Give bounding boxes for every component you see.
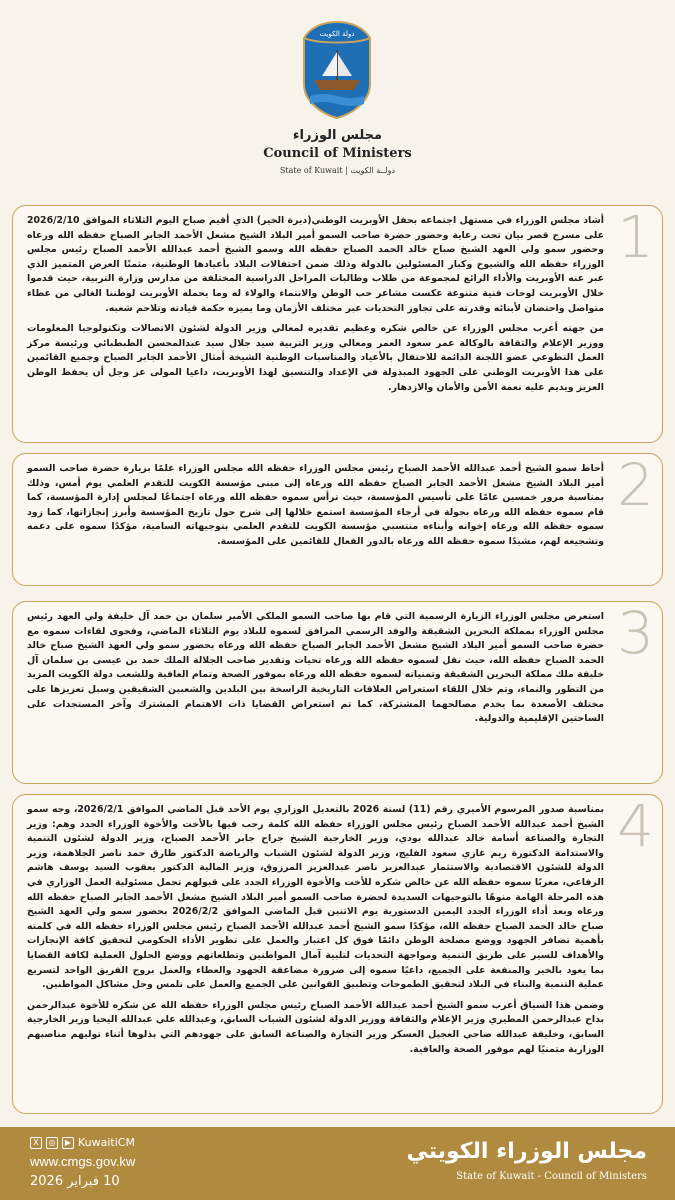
section-number: 4: [617, 792, 654, 860]
section-card-1: [12, 205, 663, 443]
header-title-ar: مجلس الوزراء: [292, 128, 383, 143]
footer-date: 10 فبراير 2026: [30, 1174, 120, 1189]
section-card-2: [12, 453, 663, 586]
section-card-3: [12, 601, 663, 784]
x-icon[interactable]: X: [30, 1137, 42, 1149]
header-title-en: Council of Ministers: [263, 146, 412, 161]
header-subtitle-separator: |: [345, 166, 348, 175]
section-number: 3: [617, 599, 654, 667]
footer-title-en: State of Kuwait - Council of Ministers: [456, 1171, 647, 1182]
section-body: [27, 462, 604, 556]
social-handle[interactable]: KuwaitiCM: [78, 1136, 135, 1149]
instagram-icon[interactable]: ◎: [46, 1137, 58, 1149]
section-paragraph: من جهته أعرب مجلس الوزراء عن خالص شكره وعظيم تقديره لمعالي وزير الدولة لشئون الاتصالات وتكنولوجيا المعلومات ووزير الإعلام والثقافة بالوكالة عمر سعود العمر ومعالي وزير التربية سيد جلال سيد عبدالمحسن الطبطبائي ورئيسة مركز العمل التطوعي عضو اللجنة الدائمة للاحتفال بالأعياد والمناسبات الوطنية الشيخة أمثال الأحمد الجابر الصباح وجميع القائمين على هذا الأوبريت الوطني على الجهود المبذولة في الإعداد والتنسيق لهذا الأوبريت، داعيا المولى عز وجل أن يحفظ الوطن العزيز ويديم عليه نعمة الأمن والأمان والازدهار.: [27, 323, 604, 393]
kuwait-emblem-icon: [282, 14, 392, 124]
emblem-text: دولة الكويت: [319, 30, 355, 38]
footer-title-ar: مجلس الوزراء الكويتي: [406, 1139, 647, 1164]
youtube-icon[interactable]: ▶: [62, 1137, 74, 1149]
footer: [0, 1127, 675, 1200]
header: [0, 0, 675, 200]
section-number: 2: [617, 451, 654, 519]
section-body: [27, 803, 604, 1063]
social-links: [30, 1136, 135, 1149]
section-paragraph: وضمن هذا السياق أعرب سمو الشيخ أحمد عبدالله الأحمد الصباح رئيس مجلس الوزراء حفظه الله عن شكره للأخوة عبدالرحمن بداح عبدالرحمن المطيري وزير الإعلام والثقافة ووزير الدولة لشئون الشباب السابق، وعبدالله علي عبدالله اليحيا وزير الخارجية السابق، وخليفة عبدالله ضاحي العجيل العسكر وزير التجارة والصناعة السابق على جهودهم التي بذلوها أثناء توليهم مناصبهم الوزارية متمنيًا لهم موفور الصحة والعافية.: [27, 999, 604, 1055]
section-paragraph: بمناسبة صدور المرسوم الأميري رقم (11) لسنة 2026 بالتعديل الوزاري يوم الأحد قبل الماضي الموافق 2026/2/1، وجه سمو الشيخ أحمد عبدالله الأحمد الصباح رئيس مجلس الوزراء حفظه الله كلمة رحب فيها بالأخت والأخوة الوزراء الجدد وهم: وزير التجارة والصناعة أسامة خالد عبدالله بودي، وزير الخارجية الشيخ جراح جابر الأحمد الصباح، وزير الدولة لشئون التنمية والاستدامة الدكتورة ريم غازي سعود الفليج، وزير الدولة لشئون الشباب والرياضة الدكتور طارق حمد ناصر الجلاهمة، وزير الدولة للشئون الاقتصادية والاستثمار عبدالعزيز ناصر عبدالعزيز المرزوق، وزير المالية الدكتور يعقوب السيد يوسف هاشم الرفاعي، معربًا سموه حفظه الله عن خالص شكره للأخت والأخوة الوزراء الجدد على قبولهم تحمل مسئولية العمل الوزاري في هذه المرحلة الهامة منوهًا بالتوجيهات السديدة لحضرة صاحب السمو أمير البلاد الشيخ مشعل الأحمد الجابر الصباح حفظه الله ورعاه وبعد أداء الوزراء الجدد اليمين الدستورية يوم الاثنين قبل الماضي الموافق 2026/2/2 بحضور سمو ولي العهد الشيخ صباح خالد الحمد الصباح حفظه الله، مؤكدًا سمو الشيخ أحمد عبدالله الأحمد الصباح رئيس مجلس الوزراء حفظه الله في كلمته بأهمية تضافر الجهود ووضع مصلحة الوطن دائمًا فوق كل اعتبار والعمل على تطوير الأداء الحكومي لتحقيق كافة الإنجازات والأهداف للسير على طريق التنمية ومواجهة التحديات لتلبية آمال المواطنين وتطلعاتهم ووضع الحلول العملية لكافة القضايا بما يعود بالخير والمنفعة على الجميع، داعيًا سموه إلى ضرورة مضاعفة الجهود والعطاء والعمل بروح الفريق الواحد لتسريع عملية التنمية والبناء في البلاد لتحقيق الطموحات وتطبيق القوانين على الجميع والعمل على تلمس وحل مشاكل المواطنين.: [27, 804, 605, 991]
section-card-4: [12, 794, 663, 1114]
section-number: 1: [617, 203, 654, 271]
header-subtitle-ar: دولــة الكويت: [350, 166, 396, 175]
section-paragraph: أشاد مجلس الوزراء في مستهل اجتماعه بحفل الأوبريت الوطني(ديرة الخير) الذي أقيم صباح اليوم الثلاثاء الموافق 2026/2/10 على مسرح قصر بيان تحت رعاية وحضور حضرة صاحب السمو أمير البلاد الشيخ مشعل الأحمد الجابر الصباح حفظه الله ورعاه وحضور سمو ولي العهد الشيخ صباح خالد الحمد الصباح حفظه الله وسمو الشيخ أحمد عبدالله الأحمد الصباح رئيس مجلس الوزراء حفظه الله والشيوخ وكبار المسئولين بالدولة وذلك ضمن احتفالات البلاد بأعيادها الوطنية، مثمنًا العرض المتميز الذي عبر عنه الأوبريت والأداء الرائع لمجموعة من طلاب وطالبات المراحل الدراسية المختلفة من مدارس وزارة التربية، حيث قدموا خلال الأوبريت لوحات فنية متنوعة عكست مشاعر حب الوطن والانتماء والولاء له وما يحمله الأوبريت لوطننا الغالي من عطاء متواصل واحتضان لأبنائه وقدرته على تجاوز التحديات عبر مختلف الأزمان وما يميزه حكمة قيادته وتلاحم شعبه.: [27, 215, 604, 314]
section-body: [27, 214, 604, 401]
section-paragraph: استعرض مجلس الوزراء الزيارة الرسمية التي قام بها صاحب السمو الملكي الأمير سلمان بن حمد آل خليفة ولي العهد رئيس مجلس الوزراء بمملكة البحرين الشقيقة والوفد الرسمي المرافق لسموه للبلاد يوم الثلاثاء الماضي، وفحوى لقاءات سموه مع حضرة صاحب السمو أمير البلاد الشيخ مشعل الأحمد الجابر الصباح حفظه الله ورعاه بحضور سمو ولي العهد الشيخ صباح خالد الحمد الصباح حفظه الله، حيث نقل لسموه حفظه الله ورعاه تحيات وتقدير صاحب الجلالة الملك حمد بن عيسى بن سلمان آل خليفة ملك مملكة البحرين الشقيقة وتمنياته لسموه حفظه الله ورعاه بموفور الصحة وتمام العافية وللشعب دولة الكويت المزيد من التطور والنماء، وتم خلال اللقاء استعراض العلاقات التاريخية الراسخة بين البلدين والشعبين الشقيقين وسبل تعزيزها على مختلف الأصعدة بما يخدم مصالحهما المشتركة، كما تم استعراض القضايا ذات الاهتمام المشترك وآخر المستجدات على الساحتين الإقليمية والدولية.: [27, 611, 604, 725]
section-body: [27, 610, 604, 733]
website-link[interactable]: www.cmgs.gov.kw: [30, 1154, 136, 1169]
header-subtitle: [0, 166, 675, 175]
header-subtitle-en: State of Kuwait: [279, 166, 343, 175]
section-paragraph: أحاط سمو الشيخ أحمد عبدالله الأحمد الصباح رئيس مجلس الوزراء حفظه الله مجلس الوزراء علمًا بزيارة حضرة صاحب السمو أمير البلاد الشيخ مشعل الأحمد الجابر الصباح حفظه الله ورعاه إلى مبنى مؤسسة الكويت للتقدم العلمي يوم أمس، وذلك بمناسبة مرور خمسين عامًا على تأسيس المؤسسة، حيث ترأس سموه حفظه الله ورعاه اجتماعًا لمجلس إدارة المؤسسة، كما قام سموه حفظه الله ورعاه بجولة في أرجاء المؤسسة استمع خلالها إلى شرح حول تاريخ المؤسسة وأبرز إنجازاتها، كما زود سموه حفظه الله ورعاه إخوانه وأبناءه منتسبي مؤسسة الكويت للتقدم العلمي بتوجيهاته السامية، مؤكدًا سموه على دعمه وتشجيعه لهم، مشيدًا سموه حفظه الله ورعاه بالدور الفعال للقائمين على المؤسسة.: [27, 463, 604, 547]
